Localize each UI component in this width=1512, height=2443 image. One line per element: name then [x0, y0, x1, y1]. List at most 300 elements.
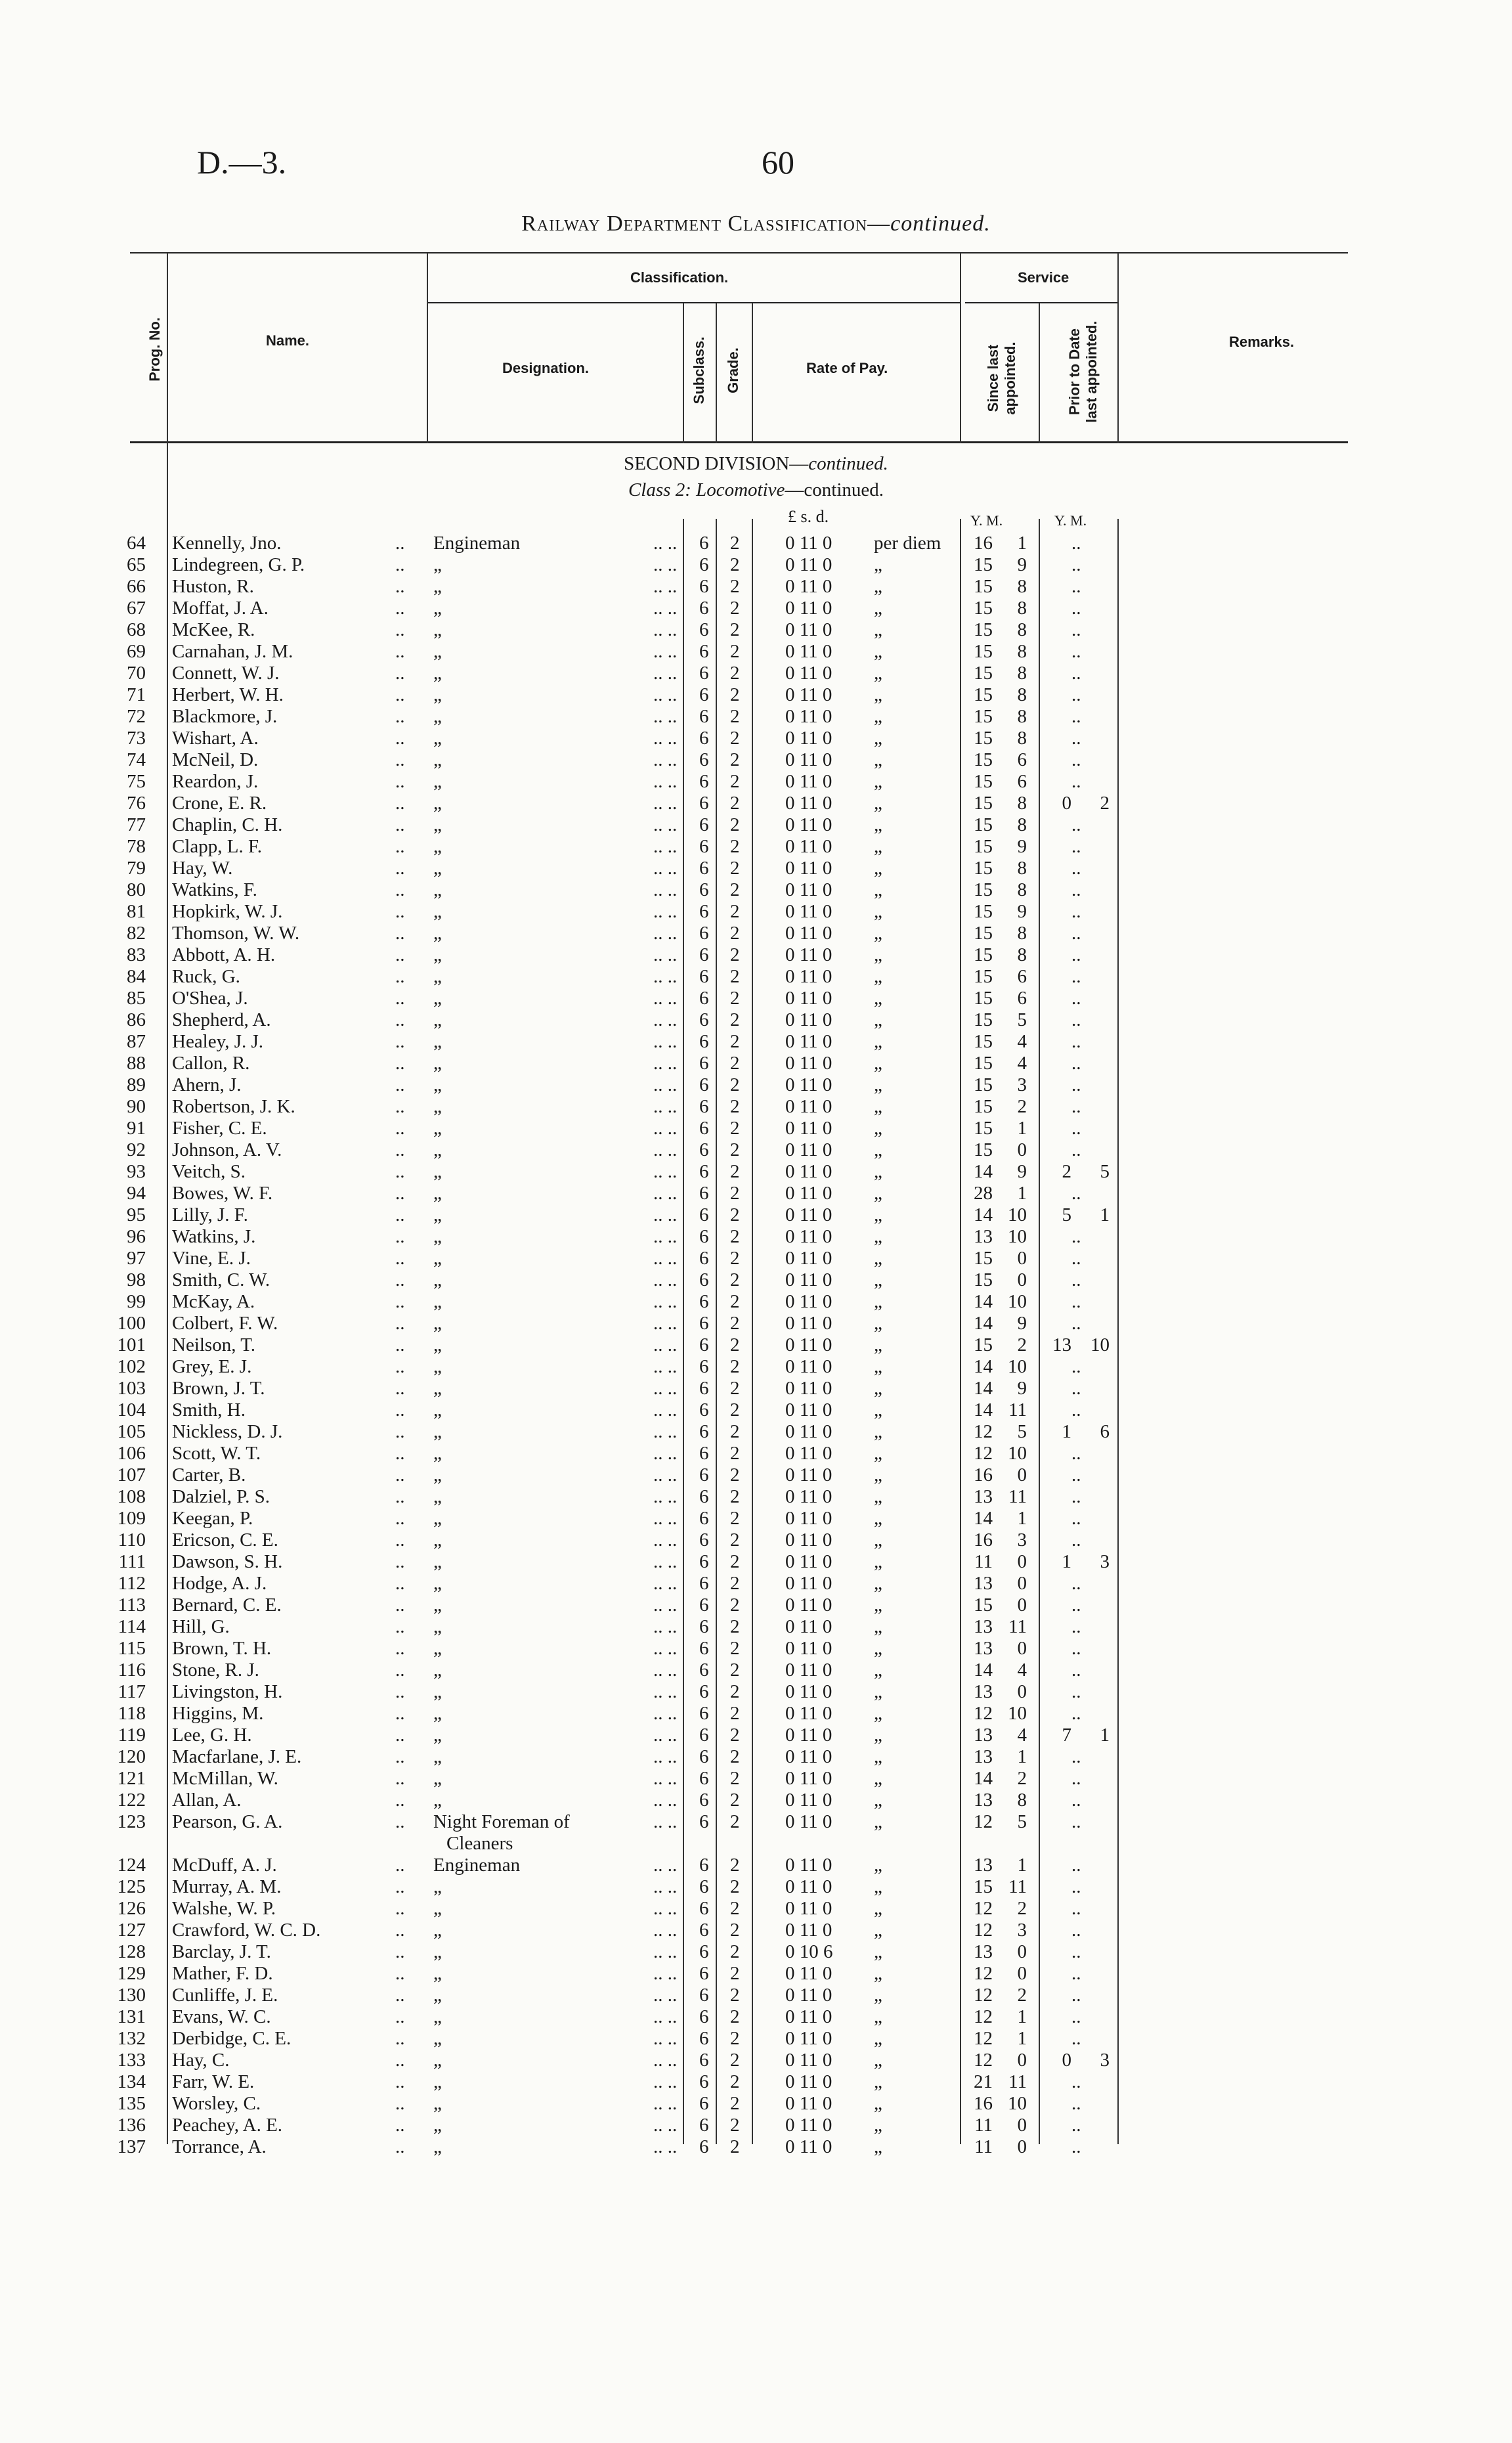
table-row — [0, 1876, 1512, 1898]
leader-dots: .. .. — [653, 988, 678, 1009]
subclass: 6 — [699, 1790, 709, 1811]
designation: „ — [433, 879, 442, 900]
since-years: 12 — [974, 1920, 993, 1941]
since-months: 8 — [1017, 663, 1027, 684]
subclass: 6 — [699, 1963, 709, 1984]
staff-name: Higgins, M. — [172, 1703, 264, 1724]
grade: 2 — [730, 1291, 740, 1312]
leader-dots: .. — [395, 619, 405, 640]
since-years: 15 — [974, 1074, 993, 1095]
prog-number: 110 — [118, 1530, 146, 1551]
table-row — [0, 1637, 1512, 1660]
since-months: 9 — [1017, 1161, 1027, 1182]
pay-period: „ — [874, 966, 882, 987]
prog-number: 109 — [117, 1508, 146, 1529]
staff-name: McDuff, A. J. — [172, 1855, 277, 1876]
designation: „ — [433, 1291, 442, 1312]
rate-of-pay: 0 11 0 — [785, 1226, 832, 1247]
leader-dots: .. — [395, 1768, 405, 1789]
leader-dots: .. — [395, 1248, 405, 1269]
designation: „ — [433, 1378, 442, 1399]
subclass: 6 — [699, 944, 709, 965]
designation: „ — [433, 1551, 442, 1572]
designation: „ — [433, 2093, 442, 2114]
subclass: 6 — [699, 706, 709, 727]
designation: „ — [433, 1204, 442, 1225]
since-years: 13 — [974, 1638, 993, 1659]
subclass: 6 — [699, 1183, 709, 1204]
table-row — [0, 662, 1512, 684]
table-row — [0, 2027, 1512, 2050]
table-row — [0, 1074, 1512, 1096]
leader-dots: .. — [395, 1508, 405, 1529]
designation: „ — [433, 1746, 442, 1767]
staff-name: Hay, W. — [172, 858, 233, 879]
staff-name: Evans, W. C. — [172, 2006, 271, 2027]
grade: 2 — [730, 598, 740, 619]
staff-name: Callon, R. — [172, 1053, 250, 1074]
table-row — [0, 1052, 1512, 1074]
leader-dots: .. — [395, 2028, 405, 2049]
subclass: 6 — [699, 749, 709, 770]
prog-number: 136 — [117, 2115, 146, 2136]
subclass: 6 — [699, 619, 709, 640]
leader-dots: .. — [395, 1660, 405, 1681]
pay-period: „ — [874, 1334, 882, 1355]
grade: 2 — [730, 858, 740, 879]
subclass: 6 — [699, 1660, 709, 1681]
pay-period: „ — [874, 1378, 882, 1399]
grade: 2 — [730, 2093, 740, 2114]
since-years: 15 — [974, 879, 993, 900]
staff-name: Cunliffe, J. E. — [172, 1985, 278, 2006]
table-row — [0, 944, 1512, 966]
grade: 2 — [730, 1941, 740, 1962]
pay-period: „ — [874, 2050, 882, 2071]
rate-of-pay: 0 11 0 — [785, 1660, 832, 1681]
leader-dots: .. — [1071, 1530, 1081, 1551]
staff-name: Hill, G. — [172, 1616, 230, 1637]
subclass: 6 — [699, 2115, 709, 2136]
rate-of-pay: 0 11 0 — [785, 2006, 832, 2027]
table-row — [0, 1442, 1512, 1464]
staff-name: Barclay, J. T. — [172, 1941, 271, 1962]
rate-of-pay: 0 11 0 — [785, 793, 832, 814]
leader-dots: .. — [1071, 1681, 1081, 1702]
since-years: 15 — [974, 1096, 993, 1117]
leader-dots: .. — [1071, 1941, 1081, 1962]
rate-of-pay: 0 11 0 — [785, 1356, 832, 1377]
since-years: 15 — [974, 1269, 993, 1290]
table-row — [0, 1811, 1512, 1833]
staff-name: Ericson, C. E. — [172, 1530, 278, 1551]
table-row — [0, 1941, 1512, 1963]
since-months: 4 — [1017, 1660, 1027, 1681]
table-row — [0, 1659, 1512, 1681]
designation: Night Foreman of — [433, 1811, 570, 1832]
prog-number: 87 — [127, 1031, 146, 1052]
prog-number: 97 — [127, 1248, 146, 1269]
pay-period: „ — [874, 879, 882, 900]
since-months: 11 — [1008, 1486, 1027, 1507]
since-months: 0 — [1017, 1573, 1027, 1594]
staff-name: Dawson, S. H. — [172, 1551, 283, 1572]
prog-number: 121 — [117, 1768, 146, 1789]
rate-of-pay: 0 11 0 — [785, 1703, 832, 1724]
designation: „ — [433, 749, 442, 770]
table-row — [0, 2114, 1512, 2136]
designation: „ — [433, 1790, 442, 1811]
prog-number: 106 — [117, 1443, 146, 1464]
leader-dots: .. .. — [653, 728, 678, 749]
grade: 2 — [730, 1551, 740, 1572]
staff-name: Hay, C. — [172, 2050, 230, 2071]
leader-dots: .. .. — [653, 1009, 678, 1030]
leader-dots: .. .. — [653, 1790, 678, 1811]
table-row — [0, 1551, 1512, 1573]
leader-dots: .. — [395, 836, 405, 857]
leader-dots: .. — [1071, 1660, 1081, 1681]
since-months: 2 — [1017, 1898, 1027, 1919]
table-row — [0, 1355, 1512, 1378]
since-months: 6 — [1017, 966, 1027, 987]
leader-dots: .. — [395, 1204, 405, 1225]
leader-dots: .. — [395, 1551, 405, 1572]
subclass: 6 — [699, 2050, 709, 2071]
leader-dots: .. — [1071, 1053, 1081, 1074]
leader-dots: .. .. — [653, 2115, 678, 2136]
leader-dots: .. — [1071, 1616, 1081, 1637]
prior-years: 1 — [1062, 1551, 1071, 1572]
grade: 2 — [730, 2115, 740, 2136]
designation: „ — [433, 1226, 442, 1247]
leader-dots: .. .. — [653, 619, 678, 640]
since-years: 15 — [974, 793, 993, 814]
leader-dots: .. — [395, 944, 405, 965]
grade: 2 — [730, 1226, 740, 1247]
designation: „ — [433, 1053, 442, 1074]
staff-name: Moffat, J. A. — [172, 598, 269, 619]
pay-period: „ — [874, 1573, 882, 1594]
grade: 2 — [730, 2136, 740, 2157]
designation: „ — [433, 1074, 442, 1095]
leader-dots: .. — [395, 2115, 405, 2136]
subclass: 6 — [699, 771, 709, 792]
leader-dots: .. — [395, 1096, 405, 1117]
header-grade: Grade. — [725, 347, 741, 393]
subclass: 6 — [699, 1768, 709, 1789]
subclass: 6 — [699, 1334, 709, 1355]
leader-dots: .. — [395, 814, 405, 835]
pay-period: „ — [874, 1096, 882, 1117]
designation: „ — [433, 1876, 442, 1897]
leader-dots: .. — [395, 1031, 405, 1052]
staff-name: Ruck, G. — [172, 966, 240, 987]
subclass: 6 — [699, 1573, 709, 1594]
prog-number: 100 — [117, 1313, 146, 1334]
grade: 2 — [730, 1399, 740, 1420]
leader-dots: .. .. — [653, 1118, 678, 1139]
since-months: 5 — [1017, 1811, 1027, 1832]
grade: 2 — [730, 1530, 740, 1551]
designation: „ — [433, 2050, 442, 2071]
since-months: 5 — [1017, 1009, 1027, 1030]
subclass: 6 — [699, 1291, 709, 1312]
prog-number: 86 — [127, 1009, 146, 1030]
page-title — [0, 211, 1512, 236]
staff-name: Scott, W. T. — [172, 1443, 261, 1464]
pay-period: „ — [874, 1638, 882, 1659]
leader-dots: .. .. — [653, 1530, 678, 1551]
since-years: 16 — [974, 2093, 993, 2114]
prior-years: 1 — [1062, 1421, 1071, 1442]
designation: „ — [433, 1269, 442, 1290]
leader-dots: .. .. — [653, 576, 678, 597]
staff-name: Brown, J. T. — [172, 1378, 265, 1399]
subclass: 6 — [699, 923, 709, 944]
leader-dots: .. — [1071, 814, 1081, 835]
staff-name: Reardon, J. — [172, 771, 259, 792]
pay-period: „ — [874, 706, 882, 727]
leader-dots: .. .. — [653, 1681, 678, 1702]
since-years: 14 — [974, 1660, 993, 1681]
pay-period: „ — [874, 1118, 882, 1139]
staff-name: Ahern, J. — [172, 1074, 242, 1095]
leader-dots: .. .. — [653, 1746, 678, 1767]
leader-dots: .. — [395, 1725, 405, 1746]
staff-name: Smith, H. — [172, 1399, 246, 1420]
pay-period: „ — [874, 1660, 882, 1681]
pay-period: „ — [874, 619, 882, 640]
staff-name: Stone, R. J. — [172, 1660, 259, 1681]
staff-name: Derbidge, C. E. — [172, 2028, 292, 2049]
subclass: 6 — [699, 1096, 709, 1117]
pay-period: „ — [874, 554, 882, 575]
leader-dots: .. — [395, 684, 405, 705]
leader-dots: .. — [1071, 1464, 1081, 1486]
staff-name: Blackmore, J. — [172, 706, 278, 727]
designation: „ — [433, 1638, 442, 1659]
rate-of-pay: 0 11 0 — [785, 1811, 832, 1832]
staff-name: Pearson, G. A. — [172, 1811, 283, 1832]
since-years: 13 — [974, 1616, 993, 1637]
designation: „ — [433, 1768, 442, 1789]
since-months: 0 — [1017, 2115, 1027, 2136]
prog-number: 76 — [127, 793, 146, 814]
leader-dots: .. .. — [653, 2028, 678, 2049]
prog-number: 79 — [127, 858, 146, 879]
designation: „ — [433, 836, 442, 857]
table-row — [0, 684, 1512, 706]
leader-dots: .. — [1071, 706, 1081, 727]
prog-number: 72 — [127, 706, 146, 727]
pay-period: „ — [874, 1616, 882, 1637]
leader-dots: .. .. — [653, 1595, 678, 1616]
table-row — [0, 2071, 1512, 2093]
grade: 2 — [730, 966, 740, 987]
staff-name: McNeil, D. — [172, 749, 259, 770]
table-row — [0, 1854, 1512, 1876]
header-rate-of-pay: Rate of Pay. — [806, 360, 888, 376]
pay-period: „ — [874, 598, 882, 619]
leader-dots: .. — [1071, 684, 1081, 705]
since-years: 15 — [974, 1334, 993, 1355]
leader-dots: .. — [1071, 2093, 1081, 2114]
since-months: 4 — [1017, 1031, 1027, 1052]
leader-dots: .. — [395, 1118, 405, 1139]
table-row — [0, 1984, 1512, 2006]
since-years: 13 — [974, 1790, 993, 1811]
grade: 2 — [730, 1464, 740, 1486]
rate-of-pay: 0 11 0 — [785, 1204, 832, 1225]
rate-of-pay: 0 11 0 — [785, 2115, 832, 2136]
since-months: 0 — [1017, 1464, 1027, 1486]
since-years: 15 — [974, 749, 993, 770]
leader-dots: .. — [1071, 2071, 1081, 2092]
leader-dots: .. — [395, 1399, 405, 1420]
pay-period: „ — [874, 1074, 882, 1095]
leader-dots: .. — [395, 1486, 405, 1507]
prog-number: 130 — [117, 1985, 146, 2006]
designation: „ — [433, 1443, 442, 1464]
designation: „ — [433, 1703, 442, 1724]
since-months: 0 — [1017, 1941, 1027, 1962]
leader-dots: .. — [1071, 1226, 1081, 1247]
since-months: 2 — [1017, 1985, 1027, 2006]
pay-period: „ — [874, 923, 882, 944]
rate-of-pay: 0 11 0 — [785, 1443, 832, 1464]
leader-dots: .. — [395, 1963, 405, 1984]
pay-period: „ — [874, 1226, 882, 1247]
grade: 2 — [730, 554, 740, 575]
pay-period: „ — [874, 1356, 882, 1377]
table-row — [0, 619, 1512, 641]
grade: 2 — [730, 1876, 740, 1897]
staff-name: Allan, A. — [172, 1790, 242, 1811]
class-label: Class 2: — [628, 479, 691, 500]
grade: 2 — [730, 1074, 740, 1095]
staff-name: Colbert, F. W. — [172, 1313, 278, 1334]
rate-of-pay: 0 11 0 — [785, 1139, 832, 1160]
pay-period: „ — [874, 1204, 882, 1225]
prog-number: 94 — [127, 1183, 146, 1204]
subclass: 6 — [699, 1464, 709, 1486]
since-years: 12 — [974, 2006, 993, 2027]
pay-period: „ — [874, 1790, 882, 1811]
leader-dots: .. — [395, 728, 405, 749]
leader-dots: .. — [395, 2071, 405, 2092]
prior-months: 5 — [1100, 1161, 1110, 1182]
staff-name: Kennelly, Jno. — [172, 533, 282, 554]
since-years: 15 — [974, 1031, 993, 1052]
prog-number: 75 — [127, 771, 146, 792]
pay-period: „ — [874, 1291, 882, 1312]
designation: „ — [433, 1985, 442, 2006]
table-row — [0, 2049, 1512, 2071]
designation: „ — [433, 1096, 442, 1117]
col-divider-designation — [683, 303, 684, 443]
pay-period: per diem — [874, 533, 941, 554]
staff-name: Hodge, A. J. — [172, 1573, 267, 1594]
pay-period: „ — [874, 749, 882, 770]
designation: „ — [433, 793, 442, 814]
leader-dots: .. — [1071, 1855, 1081, 1876]
prog-number: 131 — [117, 2006, 146, 2027]
subclass: 6 — [699, 1855, 709, 1876]
subclass: 6 — [699, 1248, 709, 1269]
prog-number: 95 — [127, 1204, 146, 1225]
table-row — [0, 1399, 1512, 1421]
pay-period: „ — [874, 771, 882, 792]
rate-of-pay: 0 11 0 — [785, 1399, 832, 1420]
since-years: 15 — [974, 771, 993, 792]
rate-of-pay: 0 11 0 — [785, 2093, 832, 2114]
grade: 2 — [730, 663, 740, 684]
prog-number: 112 — [118, 1573, 146, 1594]
staff-name: Neilson, T. — [172, 1334, 256, 1355]
pay-period: „ — [874, 1248, 882, 1269]
designation: „ — [433, 858, 442, 879]
subclass: 6 — [699, 1985, 709, 2006]
leader-dots: .. — [395, 1638, 405, 1659]
since-years: 15 — [974, 1139, 993, 1160]
since-months: 9 — [1017, 554, 1027, 575]
staff-name: Mather, F. D. — [172, 1963, 273, 1984]
rate-of-pay: 0 11 0 — [785, 1746, 832, 1767]
grade: 2 — [730, 879, 740, 900]
designation: „ — [433, 554, 442, 575]
table-row — [0, 1312, 1512, 1334]
subclass: 6 — [699, 2006, 709, 2027]
staff-name: Wishart, A. — [172, 728, 259, 749]
subclass: 6 — [699, 1204, 709, 1225]
rate-of-pay: 0 11 0 — [785, 554, 832, 575]
leader-dots: .. — [395, 1790, 405, 1811]
leader-dots: .. .. — [653, 901, 678, 922]
leader-dots: .. — [395, 1009, 405, 1030]
staff-name: Bowes, W. F. — [172, 1183, 273, 1204]
rate-of-pay: 0 11 0 — [785, 2071, 832, 2092]
subclass: 6 — [699, 2093, 709, 2114]
subclass: 6 — [699, 1595, 709, 1616]
staff-name: Grey, E. J. — [172, 1356, 252, 1377]
leader-dots: .. — [1071, 1963, 1081, 1984]
leader-dots: .. .. — [653, 923, 678, 944]
designation: „ — [433, 966, 442, 987]
prior-years: 5 — [1062, 1204, 1071, 1225]
pay-period: „ — [874, 663, 882, 684]
rate-of-pay: 0 11 0 — [785, 1638, 832, 1659]
since-years: 21 — [974, 2071, 993, 2092]
leader-dots: .. .. — [653, 1313, 678, 1334]
since-months: 8 — [1017, 706, 1027, 727]
table-row — [0, 770, 1512, 793]
staff-name: Hopkirk, W. J. — [172, 901, 283, 922]
since-months: 10 — [1008, 1356, 1027, 1377]
since-months: 1 — [1017, 1118, 1027, 1139]
since-years: 12 — [974, 1811, 993, 1832]
leader-dots: .. — [395, 966, 405, 987]
staff-name: Murray, A. M. — [172, 1876, 282, 1897]
leader-dots: .. — [395, 1703, 405, 1724]
grade: 2 — [730, 1118, 740, 1139]
leader-dots: .. .. — [653, 749, 678, 770]
since-months: 11 — [1008, 1616, 1027, 1637]
prog-number: 73 — [127, 728, 146, 749]
grade: 2 — [730, 836, 740, 857]
subclass: 6 — [699, 1725, 709, 1746]
leader-dots: .. — [395, 1074, 405, 1095]
